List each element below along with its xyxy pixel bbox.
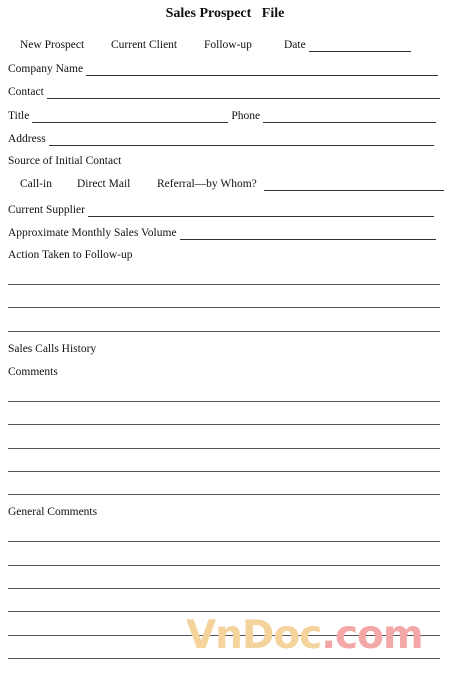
action-line[interactable] xyxy=(8,331,440,332)
form-title: Sales Prospect File xyxy=(165,6,285,21)
action-taken-label: Action Taken to Follow-up xyxy=(8,249,133,261)
general-comments-line[interactable] xyxy=(8,541,440,542)
company-name-label: Company Name xyxy=(8,63,84,75)
address-label: Address xyxy=(8,133,46,145)
company-name-row xyxy=(8,60,440,76)
contact-field[interactable] xyxy=(47,86,440,99)
general-comments-line[interactable] xyxy=(8,588,440,589)
contact-label: Contact xyxy=(8,86,44,98)
comments-line[interactable] xyxy=(8,448,440,449)
current-supplier-field[interactable] xyxy=(88,204,434,217)
referral-field[interactable] xyxy=(264,178,444,191)
contact-row xyxy=(8,83,440,99)
title-field[interactable] xyxy=(32,110,228,123)
general-comments-line[interactable] xyxy=(8,611,440,612)
comments-line[interactable] xyxy=(8,471,440,472)
status-new-prospect[interactable]: New Prospect xyxy=(20,39,85,51)
vndoc-watermark: VnDoc.com xyxy=(186,613,423,658)
comments-line[interactable] xyxy=(8,424,440,425)
monthly-volume-label: Approximate Monthly Sales Volume xyxy=(8,227,177,239)
action-line[interactable] xyxy=(8,284,440,285)
title-phone-row xyxy=(8,107,440,123)
status-current-client[interactable]: Current Client xyxy=(111,39,178,51)
comments-line[interactable] xyxy=(8,401,440,402)
date-label: Date xyxy=(284,39,306,51)
general-comments-label: General Comments xyxy=(8,506,98,518)
supplier-row xyxy=(8,201,440,217)
general-comments-line[interactable] xyxy=(8,565,440,566)
monthly-volume-field[interactable] xyxy=(180,227,436,240)
general-comments-line[interactable] xyxy=(8,658,440,659)
phone-field[interactable] xyxy=(263,110,436,123)
sales-calls-label: Sales Calls History xyxy=(8,343,97,355)
status-follow-up[interactable]: Follow-up xyxy=(204,39,252,51)
title-label: Title xyxy=(8,110,30,122)
comments-line[interactable] xyxy=(8,494,440,495)
phone-label: Phone xyxy=(231,110,261,122)
company-name-field[interactable] xyxy=(86,63,438,76)
address-row xyxy=(8,130,440,146)
date-field[interactable] xyxy=(309,39,411,52)
action-line[interactable] xyxy=(8,307,440,308)
source-referral[interactable]: Referral—by Whom? xyxy=(157,178,257,190)
source-label: Source of Initial Contact xyxy=(8,155,122,167)
volume-row xyxy=(8,224,440,240)
address-field[interactable] xyxy=(49,133,434,146)
source-direct-mail[interactable]: Direct Mail xyxy=(77,178,131,190)
source-call-in[interactable]: Call-in xyxy=(20,178,52,190)
current-supplier-label: Current Supplier xyxy=(8,204,85,216)
comments-label: Comments xyxy=(8,366,58,378)
